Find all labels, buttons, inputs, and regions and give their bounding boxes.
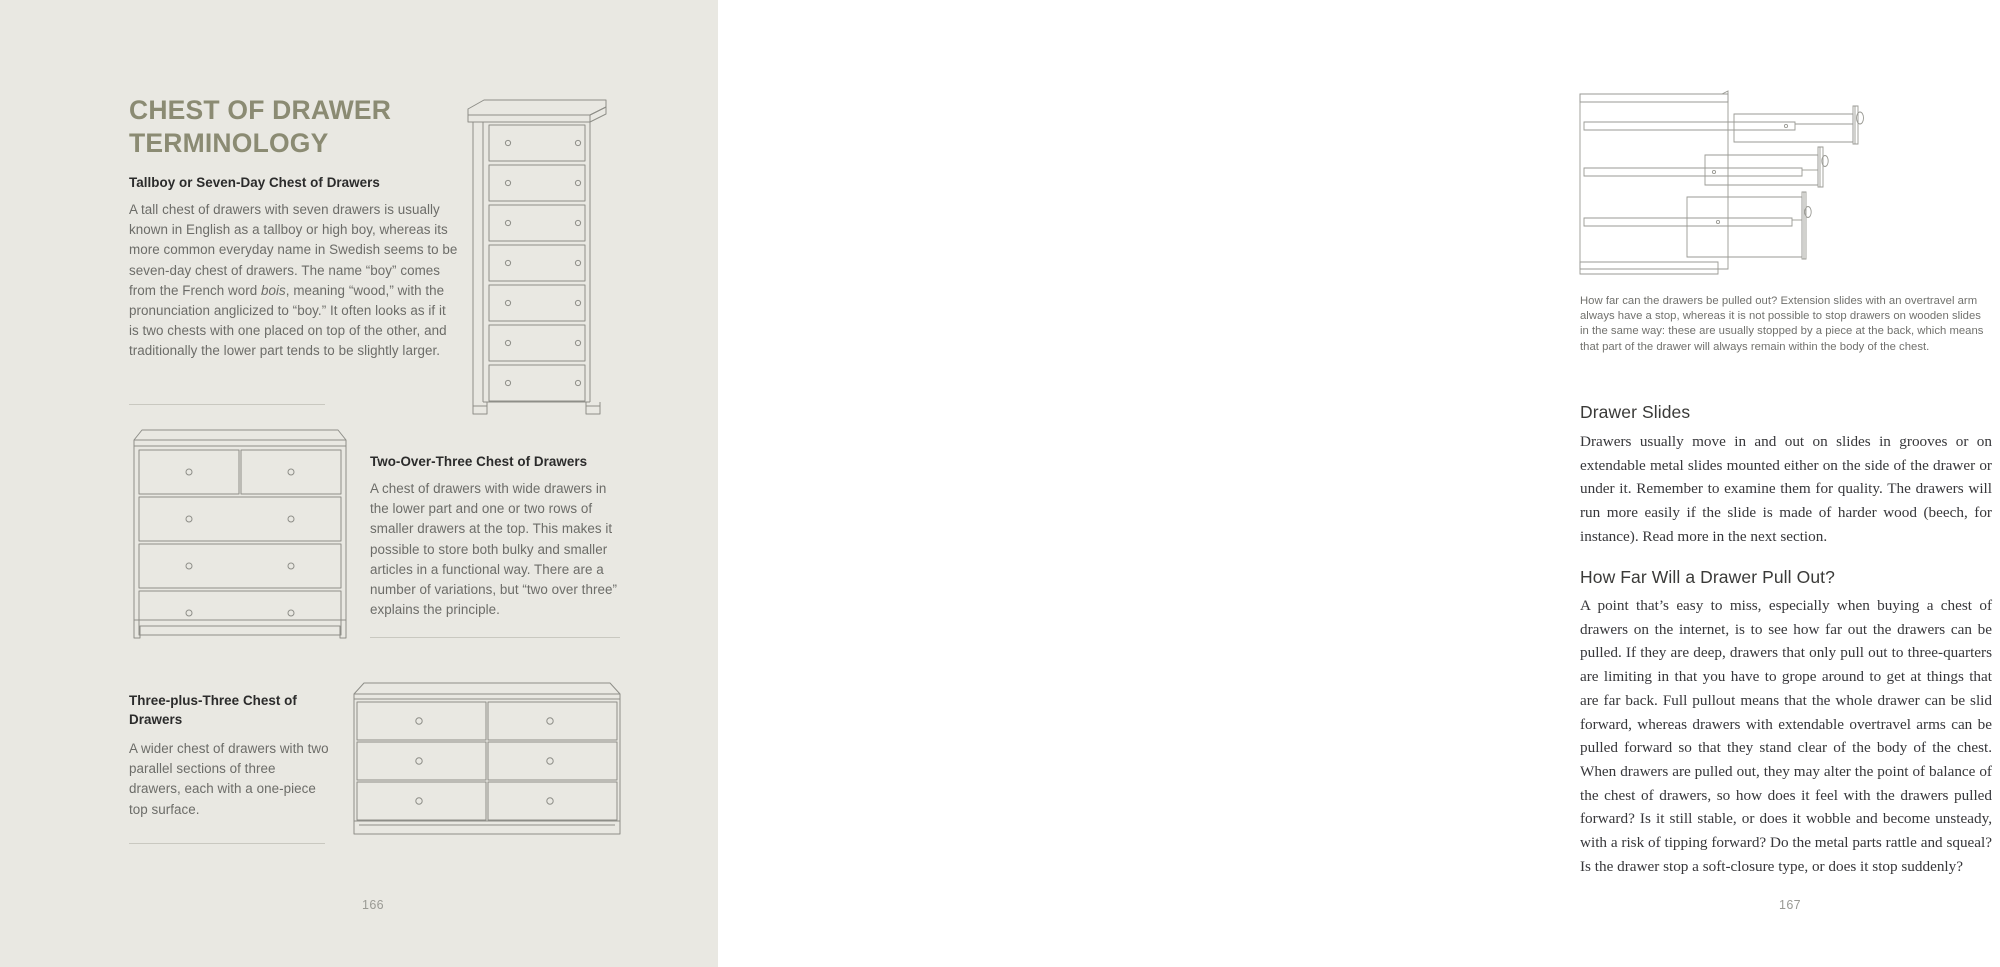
drawer-extension-cutaway-diagram	[1570, 84, 1890, 282]
right-page-167	[718, 0, 1992, 967]
page-number-left: 166	[361, 898, 385, 912]
page-number-right: 167	[1778, 898, 1802, 912]
page-title: CHEST OF DRAWER TERMINOLOGY	[129, 95, 392, 158]
section-body-two-over-three: A chest of drawers with wide drawers in the lower part and one or two rows of smaller drawers at the top. This makes it possible to store both bulky and smaller articles in a functional way. There are a number of variations, but “two over three” explains the principle.	[370, 481, 617, 618]
divider-rule	[370, 637, 620, 638]
section-heading-drawer-slides: Drawer Slides	[1580, 402, 1691, 422]
section-body-how-far-pull-out: A point that’s easy to miss, especially when buying a chest of drawers on the internet, is to see how far out the drawers can be pulled. If they are deep, drawers that only pull out to three-quarters are limiting in that you have to grope around to get at things that are far back. Full pullout means that the whole drawer can be slid forward, whereas drawers with extendable overtravel arms can be pulled forward so that they stand clear of the body of the chest. When drawers are pulled out, they may alter the point of balance of the chest of drawers, so how does it feel with the drawers pulled forward? Is it still stable, or does it wobble and become unsteady, with a risk of tipping forward? Do the metal parts rattle and squeal? Is the drawer stop a soft-closure type, or does it stop suddenly?	[1580, 597, 1992, 875]
two-over-three-chest-illustration	[124, 424, 356, 639]
left-page-166	[0, 0, 718, 967]
divider-rule	[129, 843, 325, 844]
three-plus-three-chest-illustration	[348, 678, 624, 838]
section-body-three-plus-three: A wider chest of drawers with two parallel sections of three drawers, each with a one-piece top surface.	[129, 741, 329, 817]
tallboy-seven-drawer-chest-illustration	[462, 92, 608, 422]
section-heading-tallboy: Tallboy or Seven-Day Chest of Drawers	[129, 175, 380, 190]
section-heading-two-over-three: Two-Over-Three Chest of Drawers	[370, 454, 588, 469]
divider-rule	[129, 404, 325, 405]
section-body-tallboy: A tall chest of drawers with seven drawers is usually known in English as a tallboy or high boy, whereas its more common everyday name in Swedish seems to be seven-day chest of drawers. The name “boy” comes from the French word bois, meaning “wood,” with the pronunciation anglicized to “boy.” It often looks as if it is two chests with one placed on top of the other, and traditionally the lower part tends to be slightly larger.	[129, 202, 458, 359]
section-body-drawer-slides: Drawers usually move in and out on slides in grooves or on extendable metal slides mounted either on the side of the drawer or under it. Remember to examine them for quality. The drawers will run more easily if the slide is made of harder wood (beech, for instance). Read more in the next section.	[1580, 433, 1992, 545]
diagram-caption: How far can the drawers be pulled out? Extension slides with an overtravel arm always have a stop, whereas it is not possible to stop drawers on wooden slides in the same way: these are usually stopped by a piece at the back, which means that part of the drawer will always remain within the body of the chest.	[1580, 295, 1984, 353]
section-heading-three-plus-three: Three-plus-Three Chest of Drawers	[129, 693, 297, 727]
section-heading-how-far-pull-out: How Far Will a Drawer Pull Out?	[1580, 567, 1835, 587]
